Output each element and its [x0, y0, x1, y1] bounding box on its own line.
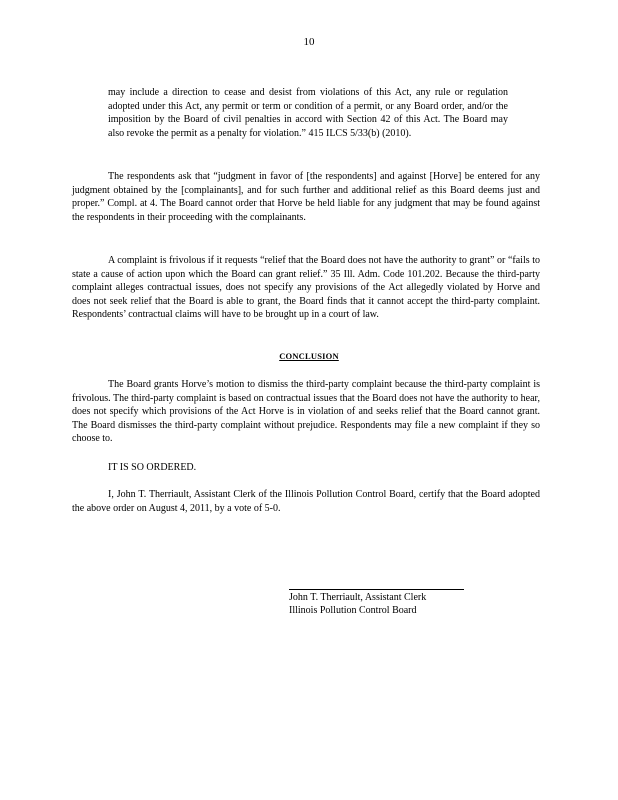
signatory-organization: Illinois Pollution Control Board — [289, 605, 417, 616]
signatory-name: John T. Therriault, Assistant Clerk — [289, 592, 427, 603]
order-statement: IT IS SO ORDERED. — [108, 462, 197, 473]
page-number: 10 — [303, 36, 315, 48]
paragraph-conclusion: The Board grants Horve’s motion to dismiss the third-party complaint because the third-party complaint is frivolous. The third-party complaint is based on contractual issues that the Board does not have the authority to hear, does not specify which provisions of the Act Horve is in violation of and seeks relief that the Board cannot grant. The Board dismisses the third-party complaint without prejudice. Respondents may file a new complaint if they so choose to. — [72, 379, 540, 445]
paragraph-judgment-request: The respondents ask that “judgment in favor of [the respondents] and against [Horve] be entered for any judgment obtained by the [complainants], and for such further and additional relief as this Board deems just and proper.” Compl. at 4. The Board cannot order that Horve be held liable for any judgment that may be found against the respondents in their proceeding with the complainants. — [72, 171, 540, 223]
signature-line — [289, 589, 464, 590]
statute-quote: may include a direction to cease and desist from violations of this Act, any rule or regulation adopted under this Act, any permit or term or condition of a permit, or any Board order, and/or the imposition by the Board of civil penalties in accord with Section 42 of this Act. The Board may also revoke the permit as a penalty for violation.” 415 ILCS 5/33(b) (2010). — [108, 87, 508, 139]
certification-paragraph: I, John T. Therriault, Assistant Clerk of the Illinois Pollution Control Board, certify that the Board adopted the above order on August 4, 2011, by a vote of 5-0. — [72, 489, 540, 514]
paragraph-frivolous-complaint: A complaint is frivolous if it requests “relief that the Board does not have the authority to grant” or “fails to state a cause of action upon which the Board can grant relief.” 35 Ill. Adm. Code 101.202. Because the third-party complaint alleges contractual issues, does not specify any provisions of the Act allegedly violated by Horve and does not seek relief that the Board is able to grant, the Board finds that it cannot accept the third-party complaint. Respondents’ contractual claims will have to be brought up in a court of law. — [72, 255, 540, 321]
conclusion-heading: CONCLUSION — [279, 351, 339, 361]
